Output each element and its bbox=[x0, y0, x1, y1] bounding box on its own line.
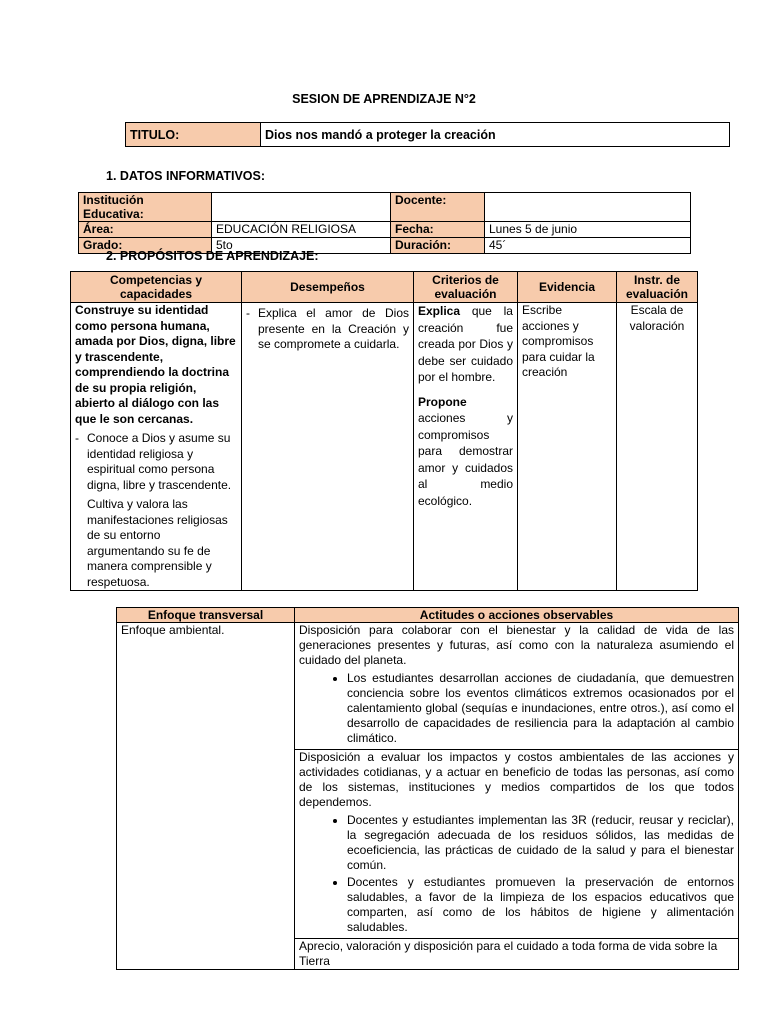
capacidad-2: Cultiva y valora las manifestaciones religiosas de su entorno argumentando su fe de manera comprensible y respetuosa. bbox=[87, 497, 228, 589]
competencia-text: Construye su identidad como persona humana, amada por Dios, digna, libre y trascendente, comprendiendo la doctrina de su propia religión, abierto al diálogo con las que le son cercanas. bbox=[75, 303, 236, 426]
fecha-label: Fecha: bbox=[391, 222, 485, 238]
datos-table bbox=[78, 192, 691, 254]
enfoque-table bbox=[116, 607, 739, 970]
header-competencias: Competencias y capacidades bbox=[71, 272, 242, 303]
area-label: Área: bbox=[79, 222, 212, 238]
instrumento-cell: Escala de valoración bbox=[617, 303, 698, 591]
criterio-2-text: acciones y compromisos para demostrar amor y cuidados al medio ecológico. bbox=[418, 411, 513, 508]
capacidad-1: - Conoce a Dios y asume su identidad religiosa y espiritual como persona digna, libre y trascendente. bbox=[75, 431, 237, 493]
enfoque-nombre: Enfoque ambiental. bbox=[117, 623, 295, 970]
header-criterios: Criterios de evaluación bbox=[414, 272, 518, 303]
desempenos-cell bbox=[242, 303, 414, 591]
header-actitudes: Actitudes o acciones observables bbox=[295, 608, 739, 623]
docente-label: Docente: bbox=[391, 193, 485, 222]
header-enfoque: Enfoque transversal bbox=[117, 608, 295, 623]
actitud-1-cell bbox=[295, 623, 739, 750]
actitud-2-bullet-2: • Docentes y estudiantes promueven la preservación de entornos saludables, a favor de la limpieza de los espacios educativos que comparten, así como de los hábitos de higiene y alimentación saludables. bbox=[347, 875, 734, 935]
page-title: SESION DE APRENDIZAJE N°2 bbox=[292, 92, 476, 106]
titulo-table bbox=[125, 122, 730, 147]
institucion-value bbox=[212, 193, 391, 222]
header-instrumento: Instr. de evaluación bbox=[617, 272, 698, 303]
competencias-cell bbox=[71, 303, 242, 591]
actitud-3: Aprecio, valoración y disposición para el cuidado a toda forma de vida sobre la Tierra bbox=[295, 939, 739, 970]
header-evidencia: Evidencia bbox=[518, 272, 617, 303]
section-propositos-heading: 2. PROPÓSITOS DE APRENDIZAJE: bbox=[106, 249, 319, 263]
criterios-cell bbox=[414, 303, 518, 591]
titulo-label: TITULO: bbox=[126, 123, 261, 147]
grado-label: Grado: bbox=[79, 238, 212, 254]
duracion-label: Duración: bbox=[391, 238, 485, 254]
criterio-2-verb: Propone bbox=[418, 394, 467, 409]
institucion-label: Institución Educativa: bbox=[79, 193, 212, 222]
titulo-value: Dios nos mandó a proteger la creación bbox=[261, 123, 730, 147]
propositos-table bbox=[70, 271, 698, 591]
actitud-1: Disposición para colaborar con el bienestar y la calidad de vida de las generaciones presentes y futuras, así como con la naturaleza asumiendo el cuidado del planeta. bbox=[299, 623, 734, 667]
criterio-1-verb: Explica bbox=[418, 304, 461, 318]
fecha-value: Lunes 5 de junio bbox=[485, 222, 691, 238]
grado-value: 5to bbox=[212, 238, 391, 254]
header-desempenos: Desempeños bbox=[242, 272, 414, 303]
evidencia-cell: Escribe acciones y compromisos para cuidar la creación bbox=[518, 303, 617, 591]
section-datos-heading: 1. DATOS INFORMATIVOS: bbox=[106, 169, 266, 183]
area-value: EDUCACIÓN RELIGIOSA bbox=[212, 222, 391, 238]
actitud-2-bullet-1: • Docentes y estudiantes implementan las 3R (reducir, reusar y reciclar), la segregación adecuada de los residuos sólidos, las medidas de ecoeficiencia, las prácticas de cuidado de la salud y para el bienestar común. bbox=[347, 813, 734, 873]
desempeno-text: - Explica el amor de Dios presente en la Creación y se compromete a cuidarla. bbox=[246, 306, 409, 353]
actitud-1-bullet-1: • Los estudiantes desarrollan acciones de ciudadanía, que demuestren conciencia sobre los eventos climáticos extremos ocasionados por el calentamiento global (sequías e inundaciones, entre otros.), así como el desarrollo de capacidades de resiliencia para la adaptación al cambio climático. bbox=[347, 671, 734, 746]
docente-value bbox=[485, 193, 691, 222]
actitud-2: Disposición a evaluar los impactos y costos ambientales de las acciones y actividades cotidianas, y a actuar en beneficio de todas las personas, así como de los sistemas, instituciones y medios compartidos de los que todos dependemos. bbox=[299, 750, 734, 809]
duracion-value: 45´ bbox=[485, 238, 691, 254]
actitud-2-cell bbox=[295, 750, 739, 939]
criterio-1-text: que la creación fue creada por Dios y debe ser cuidado por el hombre. bbox=[418, 304, 513, 384]
